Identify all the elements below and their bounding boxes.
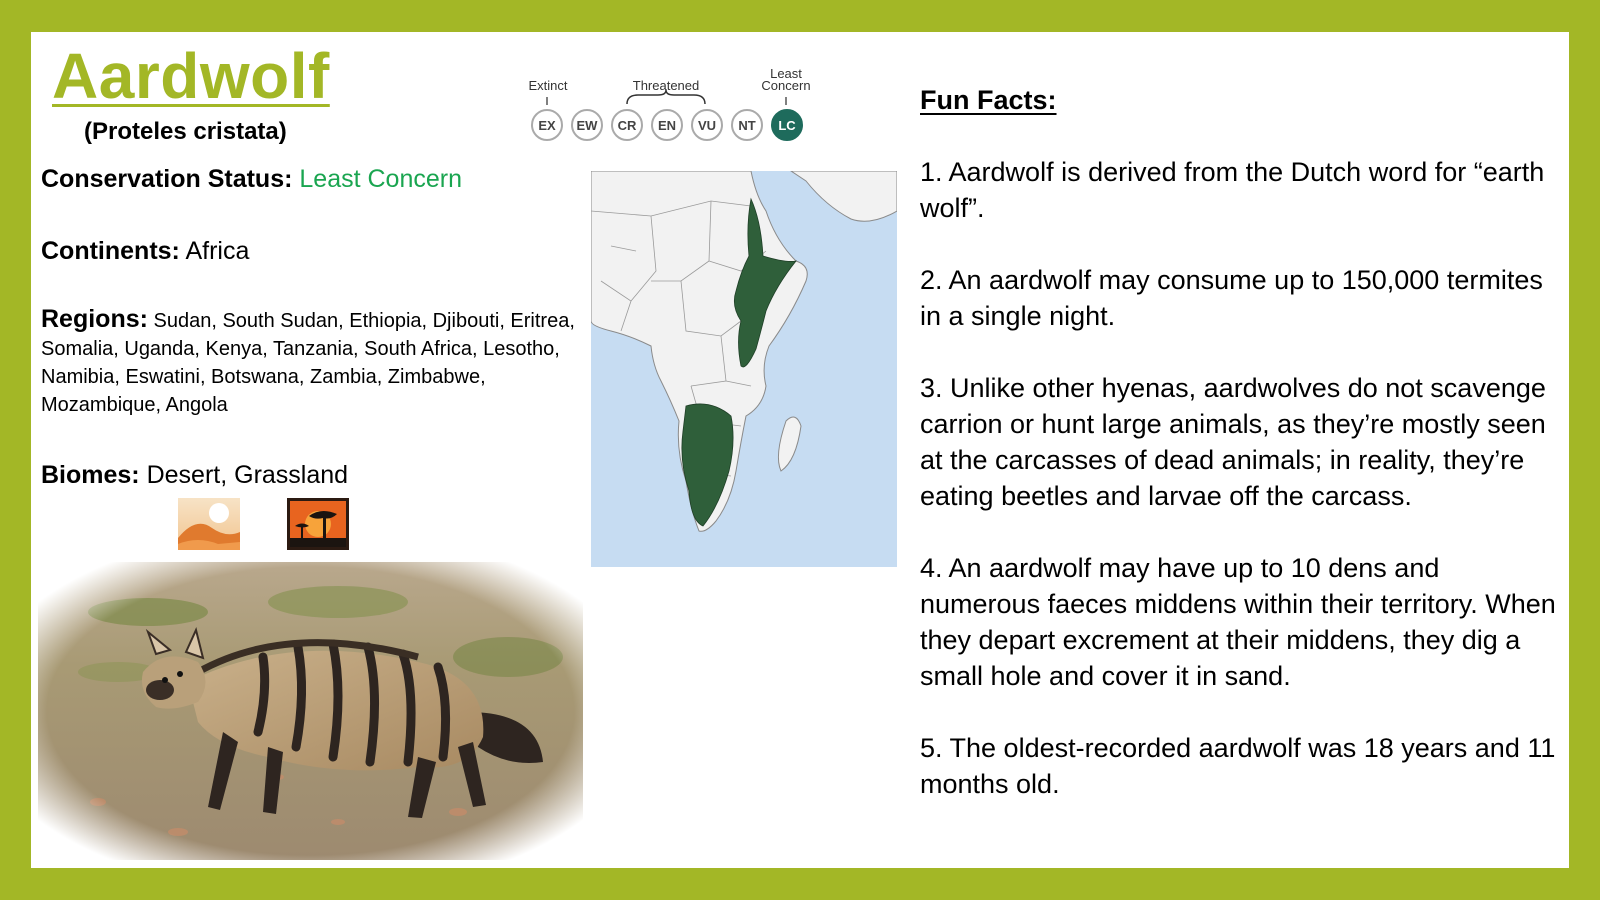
iucn-category-lc: [772, 110, 802, 140]
conservation-status: [41, 163, 462, 196]
iucn-label-least: Least: [770, 68, 802, 81]
biomes-value: Desert, Grassland: [146, 461, 349, 489]
iucn-category-en: [652, 110, 682, 140]
aardwolf-photo: [38, 562, 583, 860]
iucn-category-nt: [732, 110, 762, 140]
iucn-label-threatened: Threatened: [632, 78, 700, 93]
iucn-label-concern: Concern: [761, 78, 811, 93]
regions: [41, 305, 576, 419]
regions-label: Regions:: [41, 305, 148, 333]
iucn-category-cr: [612, 110, 642, 140]
fun-facts-heading: Fun Facts:: [920, 85, 1057, 115]
scientific-name: (Proteles cristata): [84, 118, 287, 145]
iucn-status-scale: [528, 68, 838, 146]
iucn-category-label: EW: [576, 118, 598, 133]
iucn-category-vu: [692, 110, 722, 140]
grassland-icon: [287, 498, 349, 550]
continents: [41, 235, 249, 268]
range-map: [591, 171, 897, 567]
fun-fact-4: 4. An aardwolf may have up to 10 dens and numerous faeces middens within their territory. When they depart excrement at their middens, they dig a small hole and cover it in sand.: [920, 553, 1556, 691]
iucn-category-label: LC: [778, 118, 796, 133]
biomes-label: Biomes:: [41, 461, 140, 489]
fun-fact-2: 2. An aardwolf may consume up to 150,000 termites in a single night.: [920, 265, 1543, 331]
iucn-category-ex: [532, 110, 562, 140]
conservation-value: Least Concern: [299, 165, 462, 193]
desert-icon: [178, 498, 240, 550]
fun-fact-1: 1. Aardwolf is derived from the Dutch word for “earth wolf”.: [920, 157, 1545, 223]
fun-fact-3: 3. Unlike other hyenas, aardwolves do not scavenge carrion or hunt large animals, as they’re mostly seen at the carcasses of dead animals; in reality, they’re eating beetles and larvae off the carcass.: [920, 373, 1546, 511]
page-title: Aardwolf: [52, 40, 330, 112]
iucn-category-label: CR: [617, 118, 637, 133]
iucn-category-label: NT: [738, 118, 756, 133]
iucn-category-ew: [572, 110, 602, 140]
biomes: [41, 459, 348, 492]
fun-facts: [920, 82, 1560, 838]
continents-value: Africa: [185, 237, 250, 265]
continents-label: Continents:: [41, 237, 180, 265]
regions-value: Sudan, South Sudan, Ethiopia, Djibouti, Eritrea, Somalia, Uganda, Kenya, Tanzania, South Africa, Lesotho, Namibia, Eswatini, Botswana, Zambia, Zimbabwe, Mozambique, Angola: [41, 310, 575, 416]
fun-fact-5: 5. The oldest-recorded aardwolf was 18 years and 11 months old.: [920, 733, 1556, 799]
conservation-label: Conservation Status:: [41, 165, 293, 193]
iucn-category-label: VU: [697, 118, 717, 133]
iucn-label-extinct: Extinct: [528, 78, 568, 93]
iucn-category-label: EX: [538, 118, 556, 133]
iucn-category-label: EN: [657, 118, 677, 133]
